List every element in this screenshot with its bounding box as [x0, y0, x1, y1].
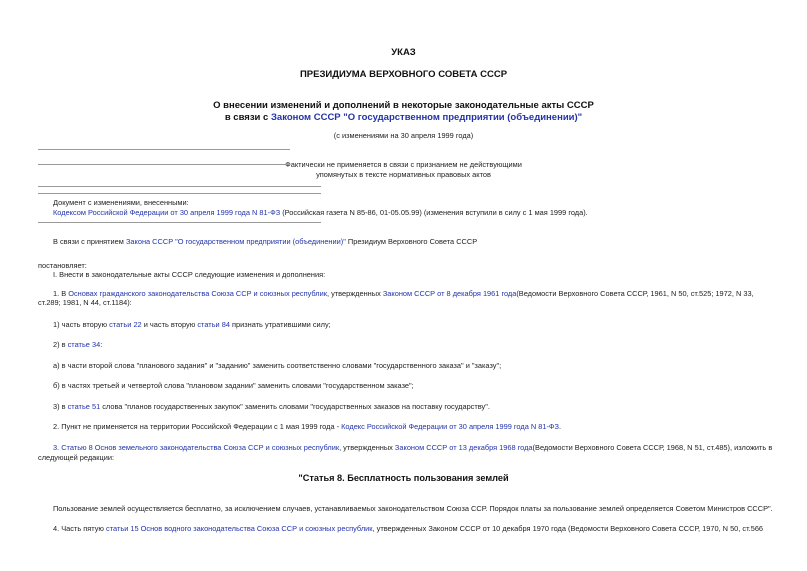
- paragraph-1-cont: ст.289; 1981, N 44, ст.1184):: [38, 298, 132, 307]
- article-84-link[interactable]: статьи 84: [197, 320, 230, 329]
- p2-pre: 2. Пункт не применяется на территории Российской Федерации с 1 мая 1999 года -: [53, 422, 342, 431]
- divider: [38, 164, 290, 165]
- p1-pre: 1. В: [53, 289, 69, 298]
- item-1-1: [53, 320, 331, 329]
- changes-rest: (Российская газета N 85-86, 01-05.05.99) (изменения вступили в силу с 1 мая 1999 года).: [280, 208, 588, 217]
- doc-title-prefix: в связи с: [224, 112, 271, 123]
- intro-pre: В связи с принятием: [53, 237, 126, 246]
- doc-title-line2: [0, 112, 807, 123]
- water-law-article15-link[interactable]: статьи 15 Основ водного законодательства Союза ССР и союзных республик: [106, 524, 373, 533]
- article-34-link[interactable]: статье 34: [67, 340, 101, 349]
- paragraph-4: [53, 524, 763, 533]
- p2-post: .: [559, 422, 562, 431]
- divider: [38, 149, 290, 150]
- divider: [38, 222, 321, 223]
- status-line2: упомянутых в тексте нормативных правовых актов: [316, 170, 491, 179]
- item-1-1-pre: 1) часть вторую: [53, 320, 110, 329]
- divider: [38, 193, 321, 194]
- item-1-2-b: б) в частях третьей и четвертой слова "плановом задании" заменить словами "государственном заказе";: [53, 381, 414, 390]
- postanovlyaet: постановляет:: [38, 261, 87, 270]
- land-law-article8-link[interactable]: 3. Статью 8 Основ земельного законодательства Союза ССР и союзных республик: [53, 443, 340, 452]
- changes-label: Документ с изменениями, внесенными:: [53, 198, 189, 207]
- law-link-intro[interactable]: Закона СССР "О государственном предприятии (объединении)": [125, 237, 346, 246]
- paragraph-3-cont: следующей редакции:: [38, 453, 115, 462]
- divider: [38, 186, 321, 187]
- p4-post: , утвержденных Законом СССР от 10 декабря 1970 года (Ведомости Верховного Совета СССР, 1970, N 50, ст.566: [372, 524, 764, 533]
- item-1-3: [53, 402, 490, 411]
- doc-title-line1: О внесении изменений и дополнений в некоторые законодательные акты СССР: [213, 100, 594, 111]
- paragraph-3: [53, 443, 772, 452]
- changes-line: [53, 208, 588, 217]
- status-line1: Фактически не применяется в связи с признанием не действующими: [285, 160, 522, 169]
- code-link[interactable]: Кодексом Российской Федерации от 30 апреля 1999 года N 81-ФЗ: [53, 208, 281, 217]
- item-1-2-a: а) в части второй слова "планового задания" и "заданию" заменить соответственно словами "государственного заказа" и "заказу";: [53, 361, 502, 370]
- code-1999-link[interactable]: Кодекс Российской Федерации от 30 апреля 1999 года N 81-ФЗ: [341, 422, 560, 431]
- item-1-3-post: слова "планов государственных закупок" заменить словами "государственных заказов на поставку государству".: [100, 402, 490, 411]
- p3-mid: , утвержденных: [339, 443, 395, 452]
- paragraph-2: [53, 422, 561, 431]
- p3-post: (Ведомости Верховного Совета СССР, 1968, N 51, ст.485), изложить в: [532, 443, 773, 452]
- paragraph-1: [53, 289, 754, 298]
- article-22-link[interactable]: статьи 22: [109, 320, 142, 329]
- civil-law-basics-link[interactable]: Основах гражданского законодательства Союза ССР и союзных республик: [68, 289, 327, 298]
- article-8-text: Пользование землей осуществляется бесплатно, за исключением случаев, устанавливаемых законодательством Союза ССР. Порядок платы за пользование землей определяется Советом Министров СССР".: [53, 504, 773, 513]
- heading-presidium: ПРЕЗИДИУМА ВЕРХОВНОГО СОВЕТА СССР: [299, 69, 508, 80]
- article-51-link[interactable]: статье 51: [67, 402, 101, 411]
- intro-post: Президиум Верховного Совета СССР: [345, 237, 478, 246]
- item-1-3-pre: 3) в: [53, 402, 68, 411]
- article-8-title: "Статья 8. Бесплатность пользования землей: [298, 473, 509, 483]
- revision-note: (с изменениями на 30 апреля 1999 года): [333, 131, 474, 140]
- p1-mid: , утвержденных: [326, 289, 383, 298]
- law-link-title[interactable]: Законом СССР "О государственном предприятии (объединении)": [270, 112, 583, 123]
- item-1-1-post: признать утратившими силу;: [229, 320, 331, 329]
- law-1968-link[interactable]: Законом СССР от 13 декабря 1968 года: [394, 443, 533, 452]
- law-1961-link[interactable]: Законом СССР от 8 декабря 1961 года: [382, 289, 517, 298]
- p4-pre: 4. Часть пятую: [53, 524, 107, 533]
- item-1-2-pre: 2) в: [53, 340, 68, 349]
- section-1: I. Внести в законодательные акты СССР следующие изменения и дополнения:: [53, 270, 326, 279]
- item-1-2: [53, 340, 102, 349]
- heading-ukaz: УКАЗ: [391, 47, 416, 58]
- item-1-2-post: :: [100, 340, 103, 349]
- item-1-1-mid: и часть вторую: [141, 320, 198, 329]
- p1-post: (Ведомости Верховного Совета СССР, 1961, N 50, ст.525; 1972, N 33,: [516, 289, 754, 298]
- intro-paragraph: [53, 237, 477, 246]
